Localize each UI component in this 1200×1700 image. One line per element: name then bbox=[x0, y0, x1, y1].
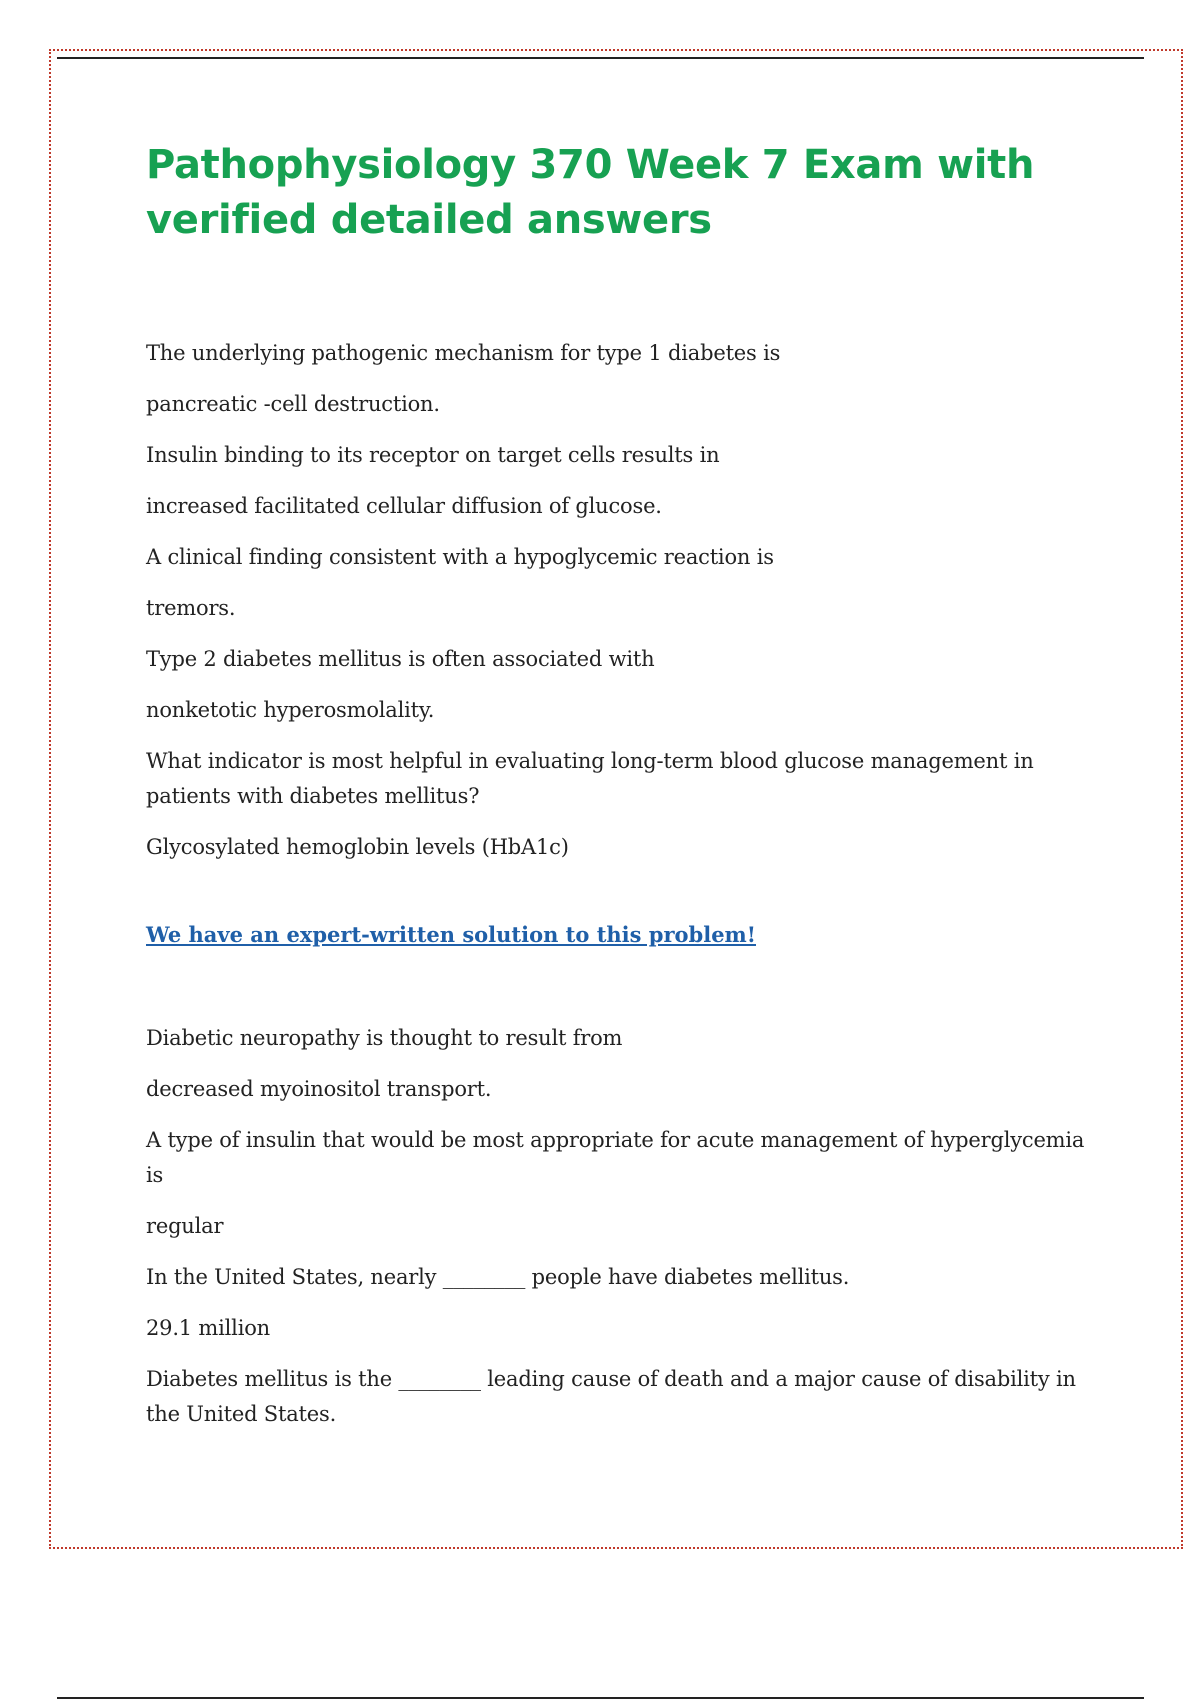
question-text: The underlying pathogenic mechanism for type 1 diabetes is bbox=[146, 341, 781, 365]
answer-text: decreased myoinositol transport. bbox=[146, 1077, 492, 1101]
solution-link-block bbox=[146, 917, 1106, 952]
question-text: A clinical finding consistent with a hypoglycemic reaction is bbox=[146, 545, 774, 569]
question-text: Insulin binding to its receptor on target cells results in bbox=[146, 443, 720, 467]
answer-text: increased facilitated cellular diffusion of glucose. bbox=[146, 494, 662, 518]
answer-text: Glycosylated hemoglobin levels (HbA1c) bbox=[146, 835, 569, 859]
answer-text: regular bbox=[146, 1214, 224, 1238]
qa-section-2 bbox=[146, 1021, 1106, 1432]
answer-text: nonketotic hyperosmolality. bbox=[146, 698, 435, 722]
question-text: Diabetes mellitus is the ________ leading cause of death and a major cause of disability in the United States. bbox=[146, 1367, 1076, 1426]
document-title: Pathophysiology 370 Week 7 Exam with verified detailed answers bbox=[146, 142, 1035, 243]
top-rule bbox=[57, 57, 1144, 59]
answer-text: 29.1 million bbox=[146, 1316, 270, 1340]
answer-text: tremors. bbox=[146, 596, 236, 620]
document-content bbox=[146, 138, 1106, 1448]
question-text: Type 2 diabetes mellitus is often associated with bbox=[146, 647, 655, 671]
question-text: Diabetic neuropathy is thought to result from bbox=[146, 1026, 623, 1050]
answer-text: pancreatic -cell destruction. bbox=[146, 392, 440, 416]
bottom-rule bbox=[57, 1697, 1144, 1699]
question-text: In the United States, nearly ________ people have diabetes mellitus. bbox=[146, 1265, 850, 1289]
solution-link[interactable]: We have an expert-written solution to this problem! bbox=[146, 922, 756, 947]
question-text: A type of insulin that would be most appropriate for acute management of hyperglycemia is bbox=[146, 1128, 1085, 1187]
question-text: What indicator is most helpful in evaluating long-term blood glucose management in patients with diabetes mellitus? bbox=[146, 749, 1034, 808]
qa-section-1 bbox=[146, 336, 1106, 865]
